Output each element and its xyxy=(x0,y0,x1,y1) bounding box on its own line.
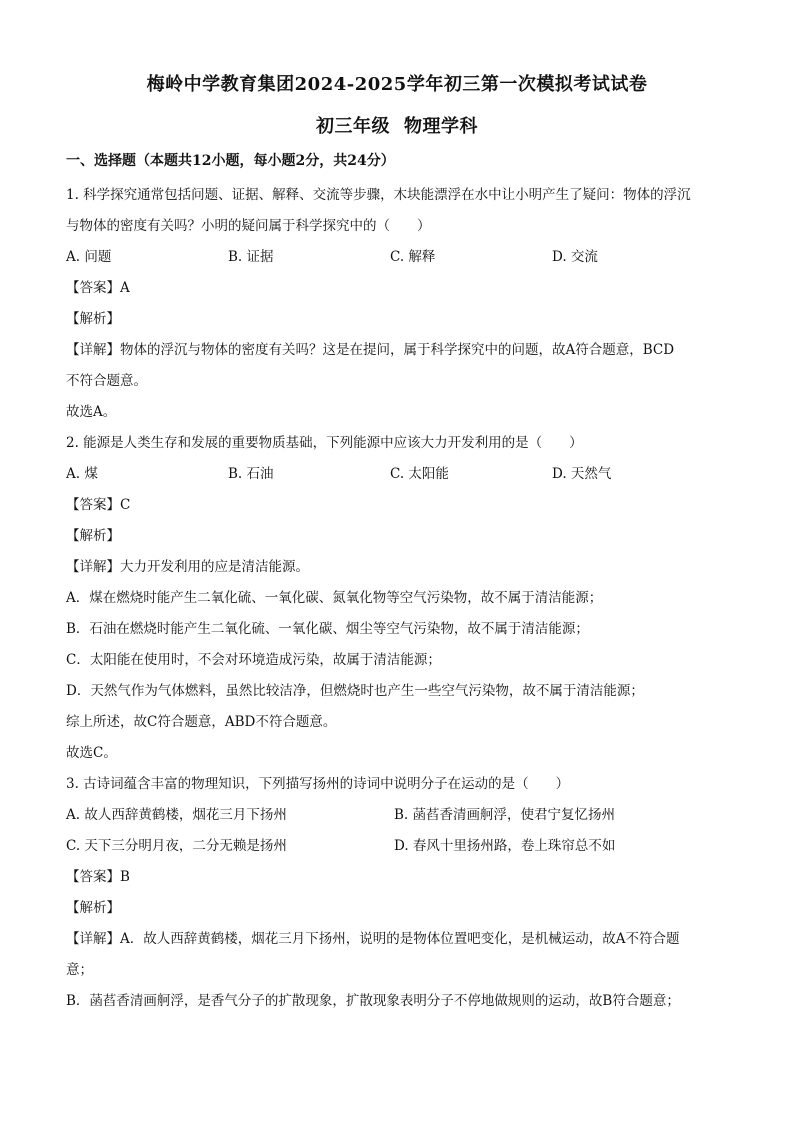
q2-option-c: C. 太阳能 xyxy=(390,466,449,482)
q3-option-c: C. 天下三分明月夜，二分无赖是扬州 xyxy=(66,838,287,854)
q1-option-d: D. 交流 xyxy=(552,249,598,265)
section-heading: 一、选择题（本题共12小题，每小题2分，共24分） xyxy=(66,153,395,169)
q3-option-a: A. 故人西辞黄鹤楼，烟花三月下扬州 xyxy=(66,807,287,823)
q3-detail-line2: 意； xyxy=(66,962,93,978)
q2-summary: 综上所述，故C符合题意，ABD不符合题意。 xyxy=(66,714,337,730)
q3-options-row2 xyxy=(66,831,726,862)
q2-option-a: A. 煤 xyxy=(66,466,98,482)
q3-detail-b: B．菡萏香清画舸浮，是香气分子的扩散现象，扩散现象表明分子不停地做规则的运动，故B符合题意； xyxy=(66,993,680,1009)
q2-detail-a: A．煤在燃烧时能产生二氧化硫、一氧化碳、氮氧化物等空气污染物，故不属于清洁能源； xyxy=(66,590,603,606)
q3-options-row1 xyxy=(66,800,726,831)
q1-conclusion: 故选A。 xyxy=(66,404,117,420)
q3-option-b: B. 菡萏香清画舸浮，使君宁复忆扬州 xyxy=(394,807,616,823)
q2-analysis-label: 【解析】 xyxy=(66,528,120,544)
q3-detail-line1: 【详解】A．故人西辞黄鹤楼，烟花三月下扬州，说明的是物体位置吧变化，是机械运动，故A不符合题 xyxy=(66,931,680,947)
q1-stem-line1: 1. 科学探究通常包括问题、证据、解释、交流等步骤，木块能漂浮在水中让小明产生了疑问：物体的浮沉 xyxy=(66,187,691,203)
q1-detail-line2: 不符合题意。 xyxy=(66,373,147,389)
q1-option-c: C. 解释 xyxy=(390,249,436,265)
exam-subtitle xyxy=(0,112,794,138)
q1-detail-line1: 【详解】物体的浮沉与物体的密度有关吗？这是在提问，属于科学探究中的问题，故A符合题意，BCD xyxy=(66,342,675,358)
q3-analysis-label: 【解析】 xyxy=(66,900,120,916)
q1-option-b: B. 证据 xyxy=(228,249,274,265)
q2-option-b: B. 石油 xyxy=(228,466,274,482)
grade-label: 初三年级 xyxy=(316,116,390,137)
q1-stem-line2: 与物体的密度有关吗？小明的疑问属于科学探究中的（ ） xyxy=(66,218,431,234)
subject-label: 物理学科 xyxy=(404,116,478,137)
q1-answer: 【答案】A xyxy=(66,280,130,296)
q2-answer: 【答案】C xyxy=(66,497,131,513)
q2-conclusion: 故选C。 xyxy=(66,745,117,761)
q2-stem-line1: 2. 能源是人类生存和发展的重要物质基础，下列能源中应该大力开发利用的是（ ） xyxy=(66,435,583,451)
q1-options xyxy=(66,242,726,273)
q3-stem-line1: 3. 古诗词蕴含丰富的物理知识，下列描写扬州的诗词中说明分子在运动的是（ ） xyxy=(66,776,570,792)
q2-detail-line1: 【详解】大力开发利用的应是清洁能源。 xyxy=(66,559,309,575)
exam-title: 梅岭中学教育集团2024-2025学年初三第一次模拟考试试卷 xyxy=(146,74,648,95)
q2-detail-b: B．石油在燃烧时能产生二氧化硫、一氧化碳、烟尘等空气污染物，故不属于清洁能源； xyxy=(66,621,589,637)
q2-detail-c: C．太阳能在使用时，不会对环境造成污染，故属于清洁能源； xyxy=(66,652,441,668)
q3-answer: 【答案】B xyxy=(66,869,130,885)
q2-options xyxy=(66,459,726,490)
q2-detail-d: D．天然气作为气体燃料，虽然比较洁净，但燃烧时也产生一些空气污染物，故不属于清洁能源； xyxy=(66,683,644,699)
q3-option-d: D. 春风十里扬州路，卷上珠帘总不如 xyxy=(394,838,616,854)
q2-option-d: D. 天然气 xyxy=(552,466,612,482)
q1-analysis-label: 【解析】 xyxy=(66,311,120,327)
q1-option-a: A. 问题 xyxy=(66,249,112,265)
question-content xyxy=(66,180,726,1017)
